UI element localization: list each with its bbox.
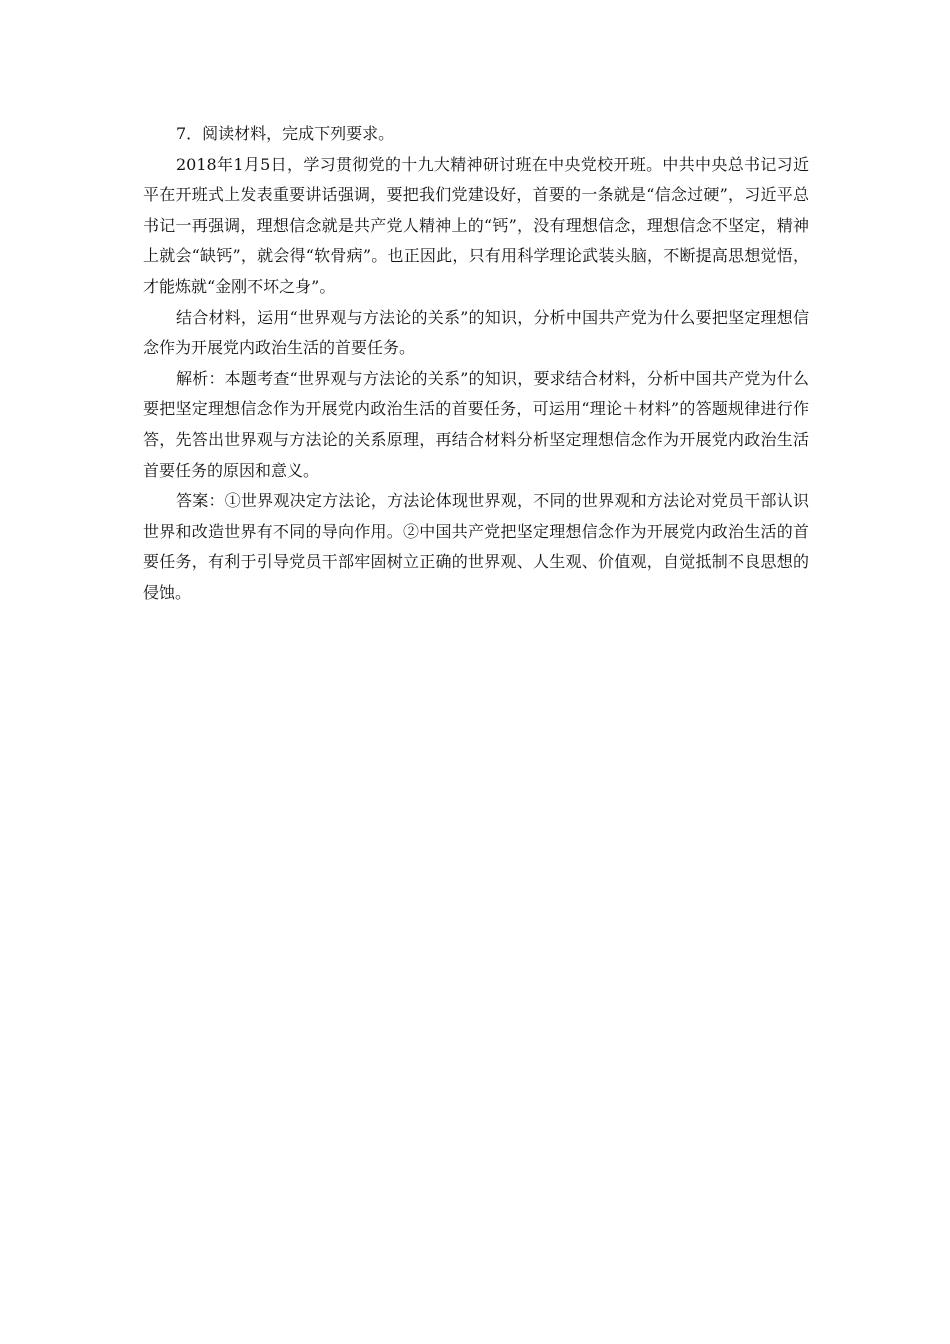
- answer-paragraph: 答案：①世界观决定方法论，方法论体现世界观，不同的世界观和方法论对党员干部认识世界和改造世界有不同的导向作用。②中国共产党把坚定理想信念作为开展党内政治生活的首要任务，有利于引导党员干部牢固树立正确的世界观、人生观、价值观，自觉抵制不良思想的侵蚀。: [143, 491, 809, 602]
- analysis-paragraph: 解析：本题考查“世界观与方法论的关系”的知识，要求结合材料，分析中国共产党为什么要把坚定理想信念作为开展党内政治生活的首要任务，可运用“理论＋材料”的答题规律进行作答，先答出世界观与方法论的关系原理，再结合材料分析坚定理想信念作为开展党内政治生活首要任务的原因和意义。: [143, 368, 809, 480]
- document-body: [143, 119, 809, 609]
- question-material: 2018年1月5日，学习贯彻党的十九大精神研讨班在中央党校开班。中共中央总书记习近平在开班式上发表重要讲话强调，要把我们党建设好，首要的一条就是“信念过硬”，习近平总书记一再强调，理想信念就是共产党人精神上的“钙”，没有理想信念，理想信念不坚定，精神上就会“缺钙”，就会得“软骨病”。也正因此，只有用科学理论武装头脑，不断提高思想觉悟，才能炼就“金刚不坏之身”。: [143, 154, 809, 296]
- question-title: 7．阅读材料，完成下列要求。: [176, 124, 395, 143]
- question-prompt: 结合材料，运用“世界观与方法论的关系”的知识，分析中国共产党为什么要把坚定理想信念作为开展党内政治生活的首要任务。: [143, 307, 809, 358]
